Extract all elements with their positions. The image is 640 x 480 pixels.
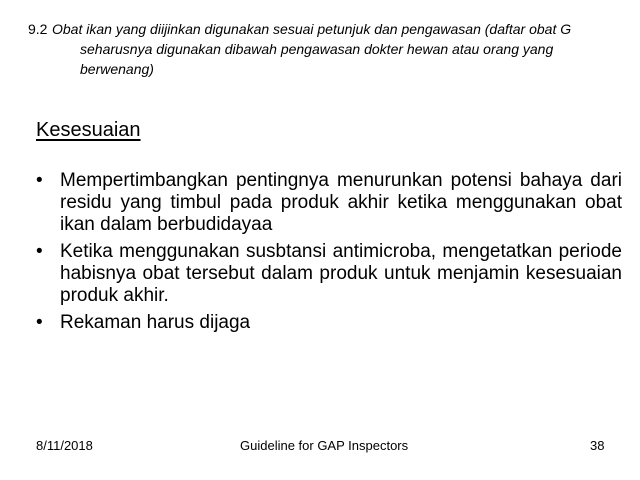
bullet-item (36, 241, 622, 307)
bullet-text: Rekaman harus dijaga (60, 312, 251, 333)
bullet-text: Ketika menggunakan susbtansi antimicroba, mengetatkan periode habisnya obat tersebut dalam produk untuk menjamin kesesuaian produk akhir. (60, 241, 622, 306)
bullet-item (36, 170, 622, 236)
bullet-text: Mempertimbangkan pentingnya menurunkan potensi bahaya dari residu yang timbul pada produk akhir ketika menggunakan obat ikan dalam berbudidayaa (60, 170, 622, 235)
footer-title: Guideline for GAP Inspectors (240, 438, 409, 453)
footer-date: 8/11/2018 (36, 438, 93, 453)
section-number: 9.2 (28, 21, 48, 37)
bullet-icon: • (36, 170, 43, 191)
bullet-icon: • (36, 312, 43, 333)
section-title: Kesesuaian (36, 119, 141, 141)
bullet-icon: • (36, 241, 43, 262)
bullet-item (36, 312, 622, 334)
bullet-list (36, 170, 622, 339)
section-header (28, 19, 608, 79)
page-number: 38 (590, 438, 605, 453)
section-header-text: Obat ikan yang diijinkan digunakan sesuai petunjuk dan pengawasan (daftar obat G seharusnya digunakan dibawah pengawasan dokter hewan atau orang yang berwenang) (52, 21, 572, 77)
